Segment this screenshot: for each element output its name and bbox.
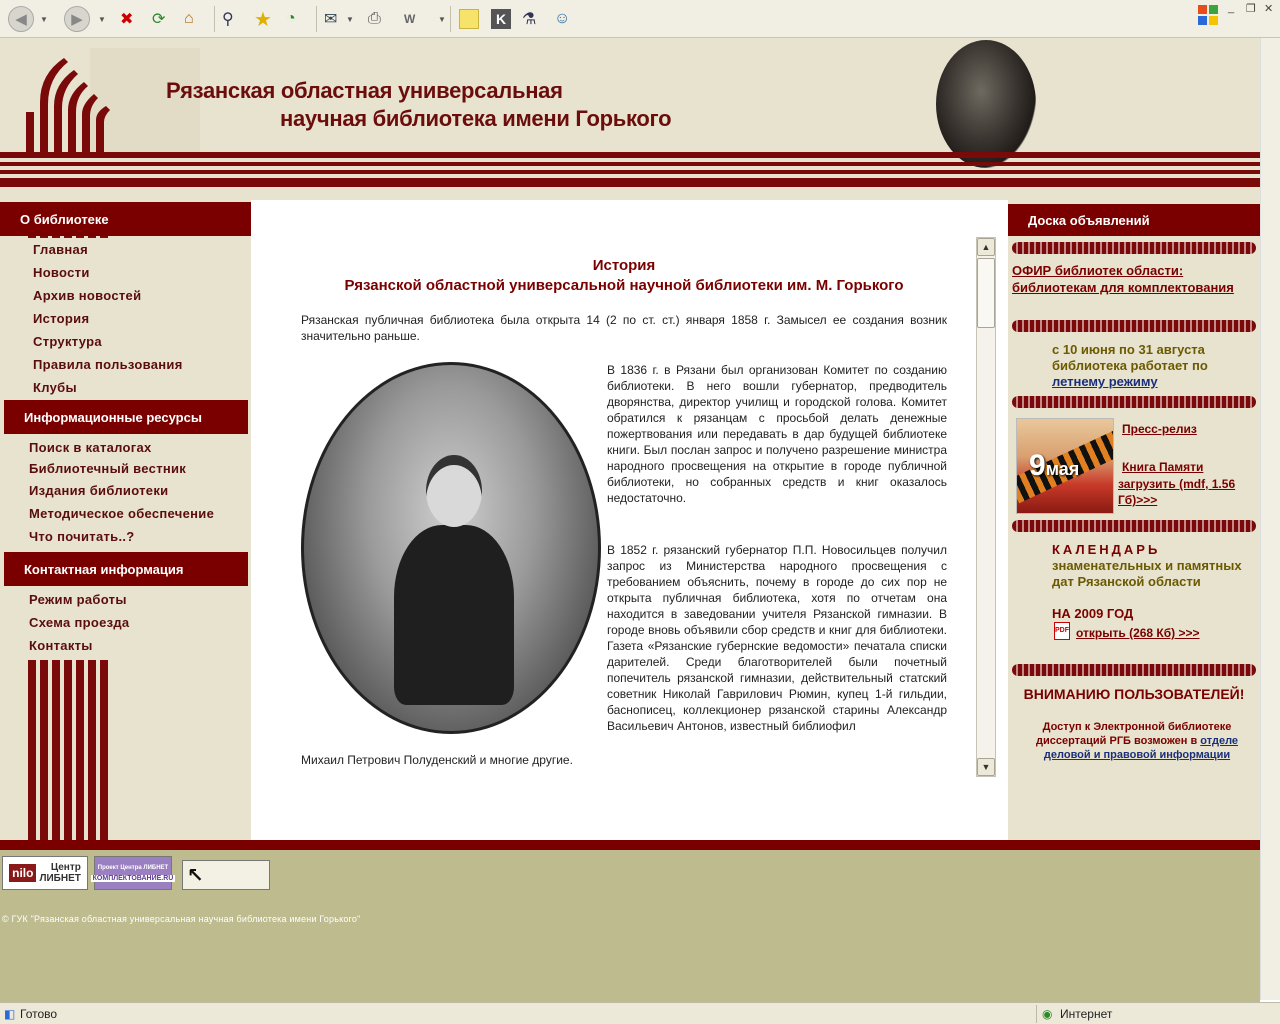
internet-zone-icon: ◉: [1042, 1007, 1053, 1021]
toolbar-separator: [450, 6, 451, 32]
footer-stripe: [0, 840, 1260, 850]
library-logo-icon: [24, 52, 114, 152]
mail-dropdown-icon[interactable]: ▼: [346, 14, 354, 24]
zone-text: Интернет: [1060, 1007, 1113, 1021]
scroll-thumb[interactable]: [977, 258, 995, 328]
announcement-separator: [1012, 320, 1256, 332]
header-title-line1: Рязанская областная универсальная: [166, 78, 563, 103]
memory-book-link[interactable]: Книга Памяти: [1122, 460, 1204, 474]
announcement-separator: [1012, 520, 1256, 532]
mail-icon[interactable]: ✉: [324, 11, 338, 28]
status-bar: [0, 1002, 1280, 1024]
forward-arrow-icon: ▶: [64, 6, 90, 32]
memory-book-download[interactable]: загрузить (mdf, 1.56 Гб)>>>: [1118, 477, 1236, 507]
sidebar-section-about: О библиотеке: [0, 202, 251, 236]
komplektovanie-badge-project: Проект Центра ЛИБНЕТ: [97, 864, 169, 871]
sidebar-item-catalog-search[interactable]: Поиск в каталогах: [29, 440, 152, 455]
access-text: Доступ к Электронной библиотеке диссертаций РГБ возможен в: [1035, 721, 1232, 747]
header-stripe: [0, 178, 1260, 187]
komplektovanie-badge[interactable]: [94, 856, 172, 890]
home-icon[interactable]: ⌂: [184, 10, 194, 27]
back-dropdown-icon[interactable]: ▼: [40, 14, 48, 24]
calendar-open-link[interactable]: открыть (268 Кб) >>>: [1076, 626, 1200, 640]
sidebar-section-contacts: Контактная информация: [4, 552, 248, 586]
libnet-badge[interactable]: [2, 856, 88, 890]
sidebar-item-clubs[interactable]: Клубы: [33, 380, 77, 395]
calendar-year: НА 2009 ГОД: [1052, 606, 1134, 621]
calendar-title: КАЛЕНДАРЬ: [1052, 542, 1161, 557]
announcement-separator: [1012, 242, 1256, 254]
may-month: мая: [1045, 459, 1080, 479]
browser-scrollbar[interactable]: [1260, 38, 1280, 1000]
header-title-line2: научная библиотека имени Горького: [280, 106, 672, 131]
sidebar-item-directions[interactable]: Схема проезда: [29, 615, 130, 630]
article-title: История: [592, 257, 656, 274]
print-icon[interactable]: ⎙: [368, 10, 381, 27]
sidebar-item-history[interactable]: История: [33, 311, 90, 326]
header-stripe: [0, 170, 1260, 174]
access-link[interactable]: отделе деловой и правовой информации: [1043, 735, 1239, 761]
toolbar-separator: [316, 6, 317, 32]
article: [301, 256, 947, 767]
sidebar-item-rules[interactable]: Правила пользования: [33, 357, 183, 372]
right-sidebar: [1008, 200, 1260, 840]
sidebar-item-methodology[interactable]: Методическое обеспечение: [29, 506, 215, 521]
minimize-icon[interactable]: _: [1228, 2, 1235, 14]
libnet-badge-libnet: ЛИБНЕТ: [39, 873, 81, 884]
status-divider: [1036, 1005, 1037, 1023]
victory-day-image[interactable]: [1016, 418, 1114, 514]
content-scrollbar[interactable]: [976, 237, 996, 777]
forward-button[interactable]: [64, 5, 90, 33]
pdf-icon: PDF: [1054, 622, 1070, 640]
site-header: [0, 38, 1260, 200]
access-notice: [1024, 720, 1250, 762]
sidebar-item-home[interactable]: Главная: [33, 242, 88, 257]
libnet-badge-nilo: nilo: [9, 864, 36, 882]
article-paragraph-1: В 1836 г. в Рязани был организован Комитет по созданию библиотеки. В него вошли губернатор, предводитель дворянства, директор училищ и городской голова. Комитет обратился к рязанцам с просьбой делать денежные пожертвования или передавать в дар будущей библиотеке книги. Был послан запрос и получено разрешение министра народного просвещения на открытие в городе публичной библиотеки, но собранных средств и книг оказалось недостаточно.: [607, 363, 947, 505]
header-stripe: [0, 162, 1260, 166]
komplektovanie-badge-site: КОМПЛЕКТОВАНИЕ.RU: [92, 874, 174, 882]
summer-schedule-link[interactable]: летнему режиму: [1052, 374, 1158, 389]
left-sidebar: [0, 200, 251, 840]
summer-schedule-line1: с 10 июня по 31 августа: [1052, 342, 1205, 357]
history-icon[interactable]: ◔: [286, 10, 296, 27]
may-day-number: 9: [1029, 449, 1046, 482]
article-paragraph-2: В 1852 г. рязанский губернатор П.П. Новосильцев получил запрос из Министерства народного просвещения с требованием объяснить, почему в городе до сих пор не открыта публичная библиотека, хотя по отчетам она находится в заведовании учителя Рязанской гимназии. В городе вновь объявили сбор средств и книг для библиотеки. Газета «Рязанские губернские ведомости» печатала списки дарителей. Среди благотворителей были почетный попечитель рязанской гимназии, действительный статский советник Николай Гаврилович Рюмин, купец 1-й гильдии, баснописец, коллекционер рязанской старины Александр Васильевич Антонов, известный библиофил: [607, 543, 947, 733]
calendar-subtitle: знаменательных и памятных дат Рязанской области: [1052, 558, 1242, 589]
sidebar-item-structure[interactable]: Структура: [33, 334, 102, 349]
header-stripe: [0, 152, 1260, 158]
left-decor-bars: [28, 660, 112, 840]
footer-copyright: © ГУК "Рязанская областная универсальная научная библиотека имени Горького": [2, 914, 361, 924]
sidebar-item-contacts[interactable]: Контакты: [29, 638, 93, 653]
page-done-icon: ◧: [4, 1007, 16, 1021]
back-arrow-icon: ◀: [8, 6, 34, 32]
article-intro: Рязанская публичная библиотека была открыта 14 (2 по ст. ст.) января 1858 г. Замысел ее создания возник значительно раньше.: [301, 313, 947, 343]
arrow-up-left-icon: ↖: [187, 864, 204, 887]
section-decor: [28, 236, 112, 238]
summer-schedule-line2: библиотека работает по: [1052, 358, 1208, 373]
browser-toolbar: [0, 0, 1280, 38]
windows-logo-icon: [1196, 3, 1220, 27]
attention-heading: ВНИМАНИЮ ПОЛЬЗОВАТЕЛЕЙ!: [1023, 686, 1245, 702]
favorites-star-icon[interactable]: ★: [254, 8, 272, 31]
site-footer: [0, 840, 1260, 1002]
scroll-up-button[interactable]: ▲: [977, 238, 995, 256]
stop-icon[interactable]: ✖: [120, 11, 134, 28]
back-button[interactable]: [8, 5, 34, 33]
sidebar-item-publications[interactable]: Издания библиотеки: [29, 483, 169, 498]
research-icon[interactable]: ⚗: [522, 11, 537, 28]
edit-dropdown-icon[interactable]: ▼: [438, 14, 446, 24]
sidebar-item-hours[interactable]: Режим работы: [29, 592, 127, 607]
ofir-link[interactable]: ОФИР библиотек области: библиотекам для комплектования: [1012, 263, 1234, 295]
announcement-separator: [1012, 664, 1256, 676]
sidebar-section-resources: Информационные ресурсы: [4, 400, 248, 434]
search-icon[interactable]: ⚲: [222, 11, 234, 28]
press-release-link[interactable]: Пресс-релиз: [1122, 422, 1197, 436]
sidebar-item-news-archive[interactable]: Архив новостей: [33, 288, 142, 303]
novosiltsev-portrait: [301, 362, 601, 734]
announcements-title: Доска объявлений: [1008, 204, 1260, 236]
restore-icon[interactable]: ❐: [1246, 3, 1256, 15]
toolbar-separator: [214, 6, 215, 32]
article-paragraph-2-tail: Михаил Петрович Полуденский и многие другие.: [301, 753, 573, 767]
article-subtitle: Рязанской областной универсальной научной библиотеки им. М. Горького: [344, 277, 904, 294]
refresh-icon[interactable]: ⟳: [152, 11, 166, 28]
status-text: Готово: [20, 1007, 58, 1021]
forward-dropdown-icon[interactable]: ▼: [98, 14, 106, 24]
main-content: [251, 200, 1008, 840]
edit-word-icon[interactable]: W: [404, 12, 416, 26]
messenger-k-icon[interactable]: K: [490, 5, 512, 33]
sidebar-item-news[interactable]: Новости: [33, 265, 90, 280]
sidebar-item-what-to-read[interactable]: Что почитать..?: [29, 529, 135, 544]
messenger-people-icon[interactable]: ☺: [554, 10, 571, 27]
counter-badge[interactable]: [182, 860, 270, 890]
libnet-badge-center: Центр: [50, 862, 81, 873]
close-icon[interactable]: ✕: [1264, 3, 1274, 15]
notes-icon[interactable]: [458, 5, 480, 33]
announcement-separator: [1012, 396, 1256, 408]
gorky-portrait: [936, 40, 1036, 168]
sidebar-item-bulletin[interactable]: Библиотечный вестник: [29, 461, 187, 476]
scroll-down-button[interactable]: ▼: [977, 758, 995, 776]
